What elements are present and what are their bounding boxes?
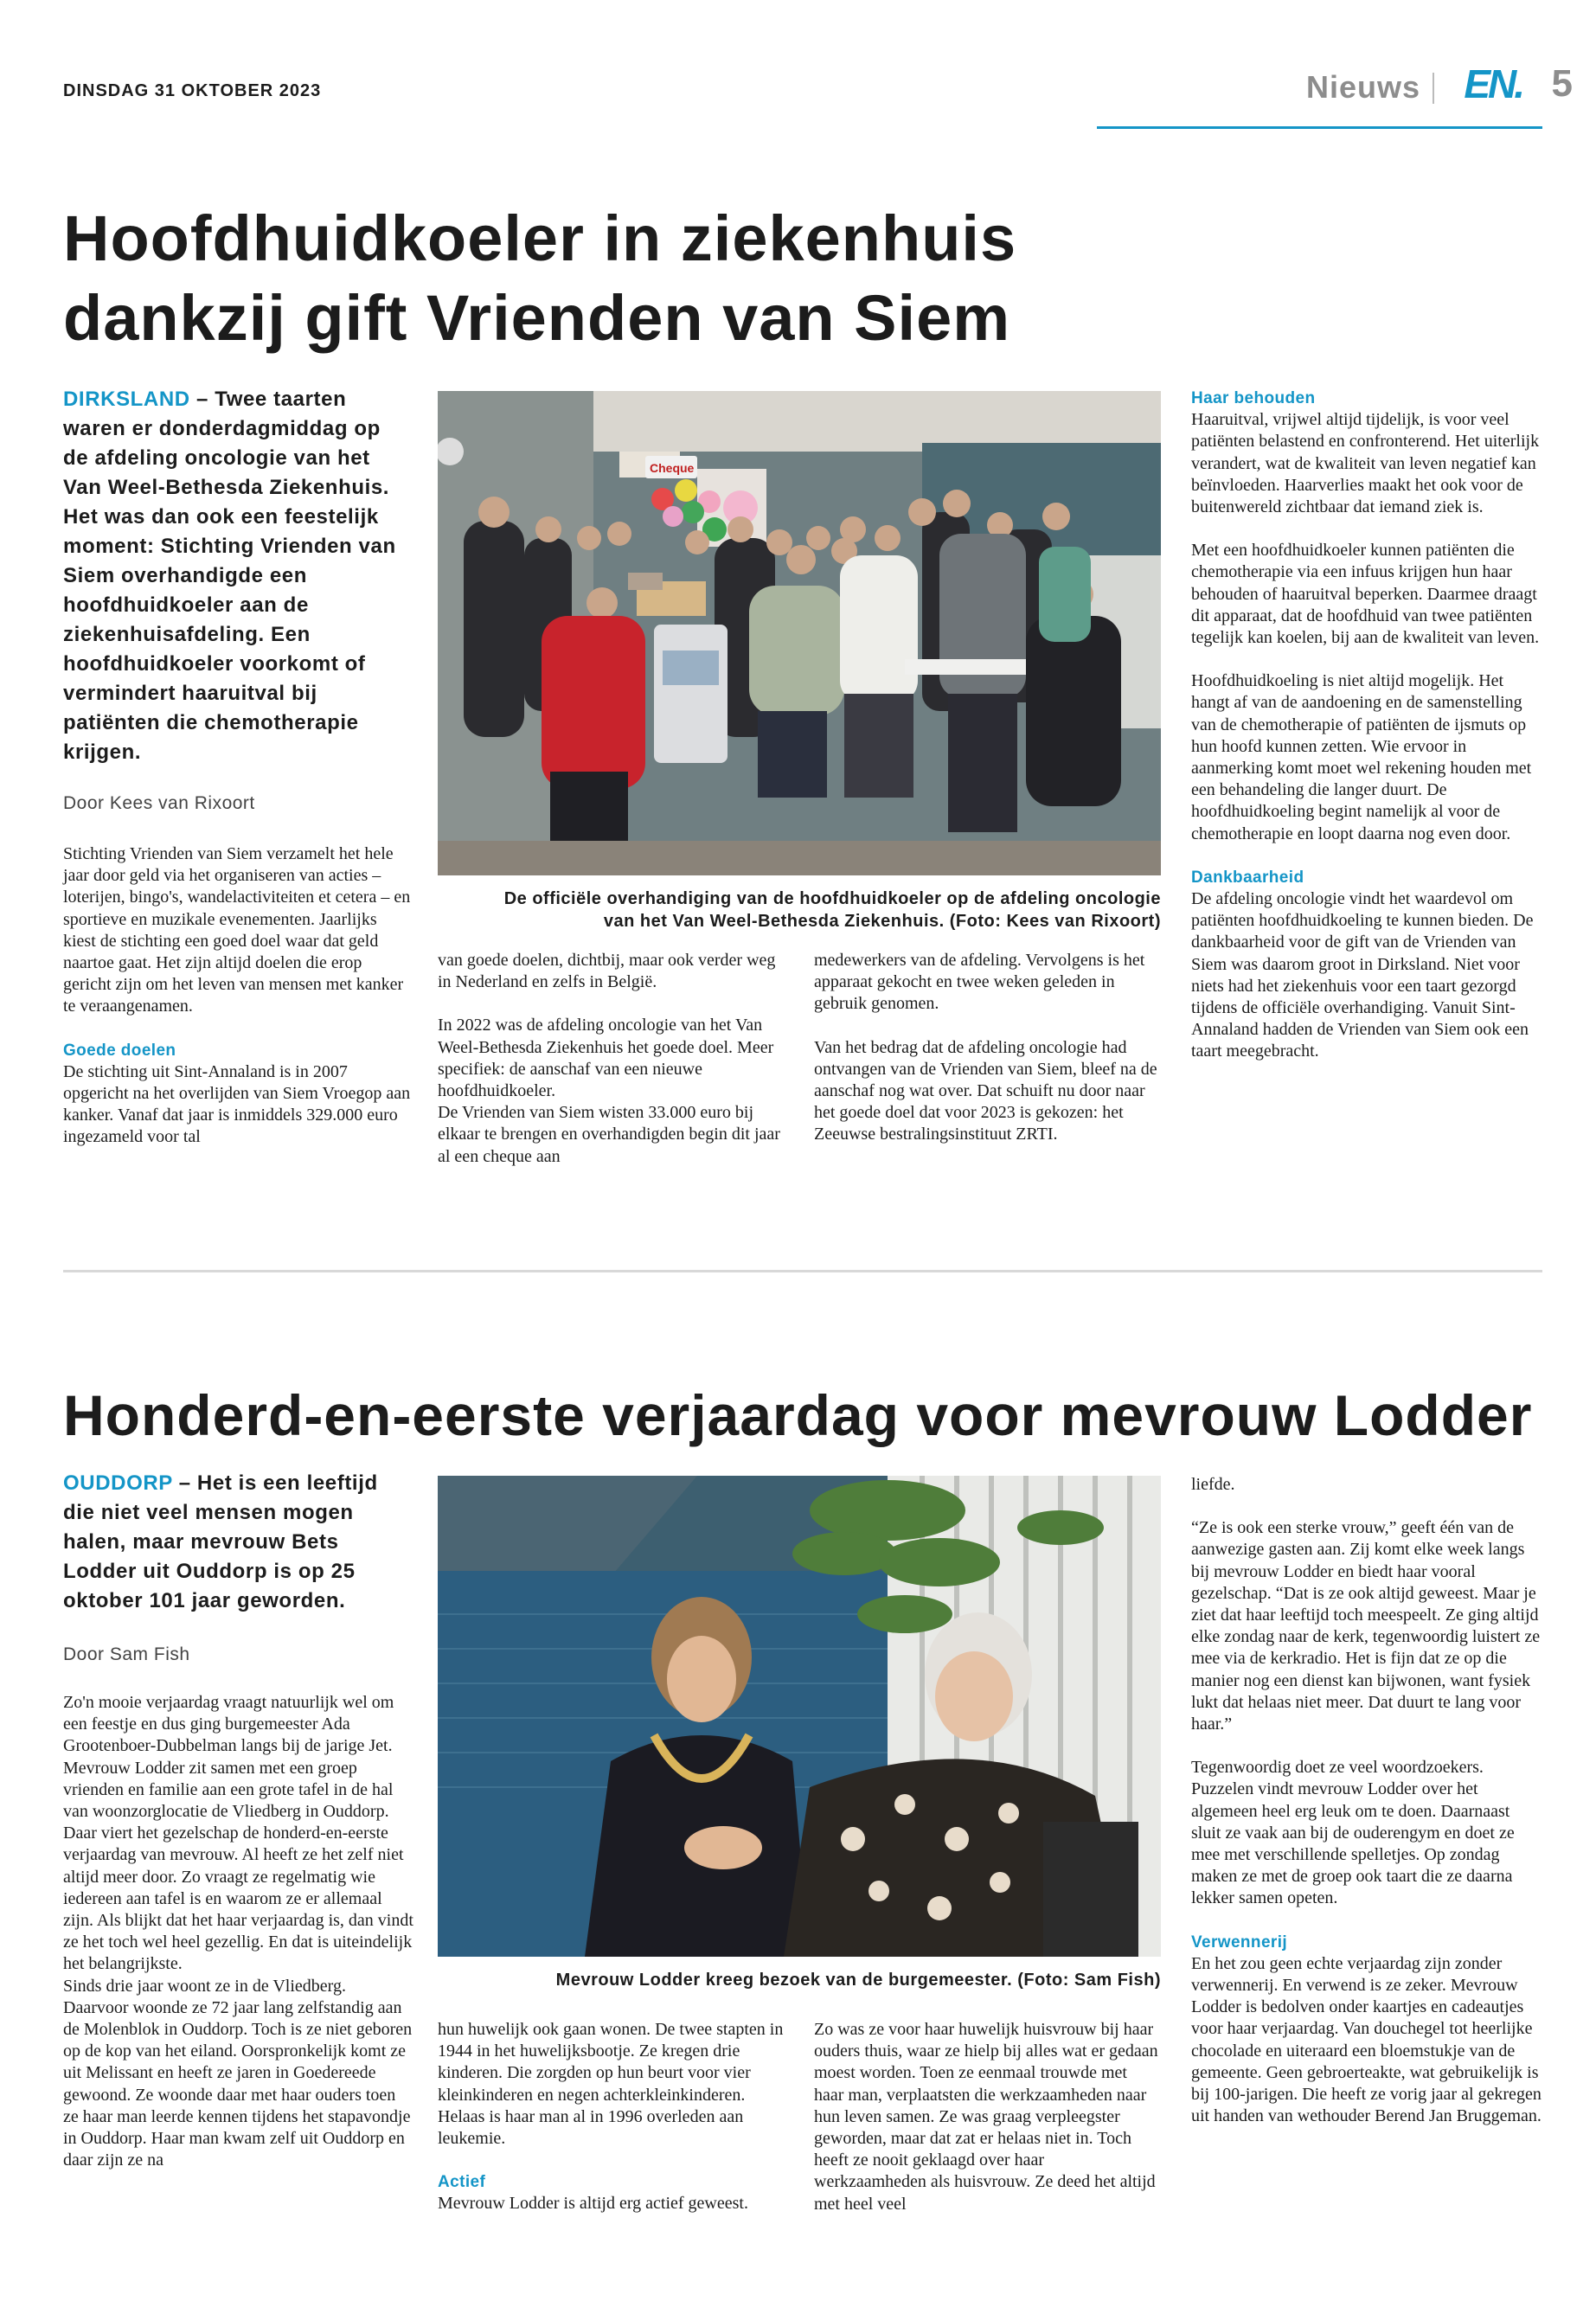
article2-column2 xyxy=(438,2019,784,2237)
article2-col2-paragraph2: Mevrouw Lodder is altijd erg actief geweest. xyxy=(438,2194,748,2214)
article2-intro xyxy=(63,1469,409,1616)
article2-subhead-verwennerij: Verwennerij xyxy=(1191,1932,1288,1952)
article1-intro xyxy=(63,385,409,767)
article1-col4-paragraph1: Haaruitval, vrijwel altijd tijdelijk, is voor veel patiënten belastend en confronterend. Het uiterlijk verandert, wat de kwaliteit van leven negatief kan beïnvloeden. Haarverlies maakt het ook voor de buitenwereld zichtbaar dat iemand ziek is. xyxy=(1191,410,1540,517)
page-number: 5 xyxy=(1551,62,1573,105)
article1-headline xyxy=(63,199,1016,358)
article1-col2-paragraph1: van goede doelen, dichtbij, maar ook verder weg in Nederland en zelfs in België. xyxy=(438,951,776,992)
photo-cheque-sign: Cheque xyxy=(650,461,695,475)
article2-col4-paragraph3: Tegenwoordig doet ze veel woordzoekers. Puzzelen vindt mevrouw Lodder over het algemeen heel erg leuk om te doen. Daarnaast sluit ze vaak aan bij de ouderengym en doet ze mee met verschillende spelletjes. Op zondag maken ze met de groep ook taart die ze daarna lekker samen opeten. xyxy=(1191,1758,1515,1908)
article1-dateline: DIRKSLAND xyxy=(63,388,190,411)
article-divider xyxy=(63,1270,1542,1272)
article1-column2 xyxy=(438,950,784,1189)
group-photo-illustration xyxy=(438,391,1161,875)
article2-lead: – Het is een leeftijd die niet veel mensen mogen halen, maar mevrouw Bets Lodder uit Ouddorp is op 25 oktober 101 jaar geworden. xyxy=(63,1471,378,1612)
article1-column3 xyxy=(814,950,1160,1168)
header-rule xyxy=(1097,126,1542,129)
article1-subhead-goede-doelen: Goede doelen xyxy=(63,1041,176,1060)
article1-photo-caption xyxy=(438,888,1161,933)
article2-photo xyxy=(438,1476,1161,1957)
article2-col4-paragraph2: “Ze is ook een sterke vrouw,” geeft één van de aanwezige gasten aan. Zij komt elke week langs bij mevrouw Lodder en biedt haar vooral gezelschap. “Dat is ze ook altijd geweest. Maar je ziet dat haar leeftijd toch meespeelt. Ze ging altijd elke zondag naar de kerk, tegenwoordig luistert ze mee via de kerkradio. Het is fijn dat ze op die manier nog een dienst kan bijwonen, want fysiek lukt dat helaas niet meer. Dat duurt te lang voor haar.” xyxy=(1191,1518,1541,1734)
publication-date: DINSDAG 31 OKTOBER 2023 xyxy=(63,81,322,100)
article1-col2-paragraph2: In 2022 was de afdeling oncologie van het Van Weel-Bethesda Ziekenhuis het goede doel. Meer specifiek: de aanschaf van een nieuwe hoofdhuidkoeler. xyxy=(438,1016,774,1101)
section-label: Nieuws xyxy=(1305,69,1420,105)
article2-column3 xyxy=(814,2019,1160,2237)
article1-caption-line2: van het Van Weel-Bethesda Ziekenhuis. (Foto: Kees van Rixoort) xyxy=(603,912,1161,931)
article1-column4 xyxy=(1191,388,1542,1085)
article2-col1-paragraph2: Sinds drie jaar woont ze in de Vliedberg. Daarvoor woonde ze 72 jaar lang zelfstandig aan de Molenblok in Ouddorp. Toch is ze niet geboren op de kop van het eiland. Oorspronkelijk komt ze uit Melissant en heeft ze jaren in Goedereede gewoond. Ze woonde daar met haar ouders toen ze haar man leerde kennen tijdens het stapavondje in Ouddorp. Haar man kwam zelf uit Ouddorp en daar zijn ze na xyxy=(63,1976,413,2170)
article1-byline: Door Kees van Rixoort xyxy=(63,793,255,813)
article1-col3-paragraph2: Van het bedrag dat de afdeling oncologie had ontvangen van de Vrienden van Siem, bleef na de aanschaf nog wat over. Dat schuift nu door naar het goede doel dat voor 2023 is gekozen: het Zeeuwse bestralingsinstituut ZRTI. xyxy=(814,1037,1157,1144)
newspaper-logo: EN. xyxy=(1464,61,1522,106)
mayor-visit-photo-illustration xyxy=(438,1476,1161,1957)
article1-headline-line1: Hoofdhuidkoeler in ziekenhuis xyxy=(63,202,1017,274)
header-separator xyxy=(1433,73,1434,104)
article1-subhead-dankbaarheid: Dankbaarheid xyxy=(1191,868,1304,887)
article1-col2-paragraph3: De Vrienden van Siem wisten 33.000 euro bij elkaar te brengen en overhandigden begin dit jaar al een cheque aan xyxy=(438,1103,780,1166)
article1-col1-paragraph1: Stichting Vrienden van Siem verzamelt het hele jaar door geld via het organiseren van acties – loterijen, bingo's, wandelactiviteiten et cetera – en sportieve en muzikale evenementen. Jaarlijks kiest de stichting een goed doel waar dat geld naartoe gaat. Het zijn altijd doelen die erop gericht zijn om het leven van mensen met kanker te veraangenamen. xyxy=(63,844,411,1016)
article2-column4 xyxy=(1191,1474,1542,2149)
article2-headline: Honderd-en-eerste verjaardag voor mevrouw Lodder xyxy=(63,1383,1533,1447)
article1-col4-paragraph4: De afdeling oncologie vindt het waardevol om patiënten hoofdhuidkoeling te kunnen bieden. De dankbaarheid voor de gift van de Vrienden van Siem was daarom groot in Dirksland. Niet voor niets had het ziekenhuis voor een taart gezorgd tijdens de officiële overhandiging. Vanuit Sint-Annaland hadden de Vrienden van Siem ook een taart meegebracht. xyxy=(1191,889,1534,1061)
article2-col1-paragraph1: Zo'n mooie verjaardag vraagt natuurlijk wel om een feestje en dus ging burgemeester Ada Grootenboer-Dubbelman langs bij de jarige Jet. Mevrouw Lodder zit samen met een groep vrienden en familie aan een grote tafel in de hal van woonzorglocatie de Vliedberg in Ouddorp. Daar viert het gezelschap de honderd-en-eerste verjaardag van mevrouw. Al heeft ze het zelf niet altijd meer door. Zo vraagt ze regelmatig wie iedereen aan tafel is en waarom ze er allemaal zijn. Als blijkt dat het haar verjaardag is, dan vindt ze het toch wel heel gezellig. En dat is uiteindelijk het belangrijkste. xyxy=(63,1693,413,1974)
article2-col4-paragraph4: En het zou geen echte verjaardag zijn zonder verwennerij. En verwend is ze zeker. Mevrouw Lodder is bedolven onder kaartjes en cadeautjes voor haar verjaardag. Van douchegel tot heerlijke chocolade en uiteraard een bloemstukje van de gemeente. Geen gebroerteakte, wat gebruikelijk is bij 100-jarigen. Die heeft ze vorig jaar al gekregen uit handen van wethouder Berend Jan Bruggeman. xyxy=(1191,1953,1542,2126)
article2-byline: Door Sam Fish xyxy=(63,1644,190,1664)
article1-column1 xyxy=(63,843,413,1170)
article1-headline-line2: dankzij gift Vrienden van Siem xyxy=(63,282,1011,354)
article2-dateline: OUDDORP xyxy=(63,1471,173,1495)
article1-col3-paragraph1: medewerkers van de afdeling. Vervolgens is het apparaat gekocht en twee weken geleden in gebruik genomen. xyxy=(814,951,1145,1014)
article2-photo-caption: Mevrouw Lodder kreeg bezoek van de burgemeester. (Foto: Sam Fish) xyxy=(555,1971,1161,1990)
article1-lead: – Twee taarten waren er donderdagmiddag op de afdeling oncologie van het Van Weel-Bethesda Ziekenhuis. Het was dan ook een feestelijk moment: Stichting Vrienden van Siem overhandigde een hoofdhuidkoeler aan de ziekenhuisafdeling. Een hoofdhuidkoeler voorkomt of vermindert haaruitval bij patiënten die chemotherapie krijgen. xyxy=(63,388,396,764)
article1-photo xyxy=(438,391,1161,875)
article2-col2-paragraph1: hun huwelijk ook gaan wonen. De twee stapten in 1944 in het huwelijksbootje. Ze kregen drie kinderen. Die zorgden op hun beurt voor vier kleinkinderen en negen achterkleinkinderen. Helaas is haar man al in 1996 overleden aan leukemie. xyxy=(438,2020,784,2149)
article1-col4-paragraph2: Met een hoofdhuidkoeler kunnen patiënten die chemotherapie via een infuus krijgen hun haar behouden of haaruitval beperken. Daarmee draagt dit apparaat, dat de hoofdhuid van twee patiënten tegelijk kan koelen, bij aan de kwaliteit van leven. xyxy=(1191,541,1540,648)
article1-col4-paragraph3: Hoofdhuidkoeling is niet altijd mogelijk. Het hangt af van de aandoening en de samenstelling van de chemotherapie of patiënten de ijsmuts op hun hoofd kunnen zetten. Wie ervoor in aanmerking komt moet wel rekening houden met een behandeling die langer duurt. De hoofdhuidkoeling begint namelijk al voor de chemotherapie en loopt daarna nog even door. xyxy=(1191,671,1532,843)
article2-column1 xyxy=(63,1692,413,2193)
article1-col1-paragraph2: De stichting uit Sint-Annaland is in 2007 opgericht na het overlijden van Siem Vroegop aan kanker. Vanaf dat jaar is inmiddels 329.000 euro ingezameld voor tal xyxy=(63,1061,411,1147)
article2-subhead-actief: Actief xyxy=(438,2173,486,2192)
article2-col3-paragraph1: Zo was ze voor haar huwelijk huisvrouw bij haar ouders thuis, waar ze hielp bij alles wat er gedaan moest worden. Toen ze eenmaal trouwde met haar man, verplaatsten die werkzaamheden naar hun leven samen. Ze was graag verpleegster geworden, maar dat zat er helaas niet in. Toch heeft ze nooit geklaagd over haar werkzaamheden als huisvrouw. Ze deed het altijd met heel veel xyxy=(814,2020,1158,2214)
article1-caption-line1: De officiële overhandiging van de hoofdhuidkoeler op de afdeling oncologie xyxy=(503,889,1161,908)
article2-col4-paragraph1: liefde. xyxy=(1191,1475,1235,1494)
article1-subhead-haar-behouden: Haar behouden xyxy=(1191,389,1316,407)
